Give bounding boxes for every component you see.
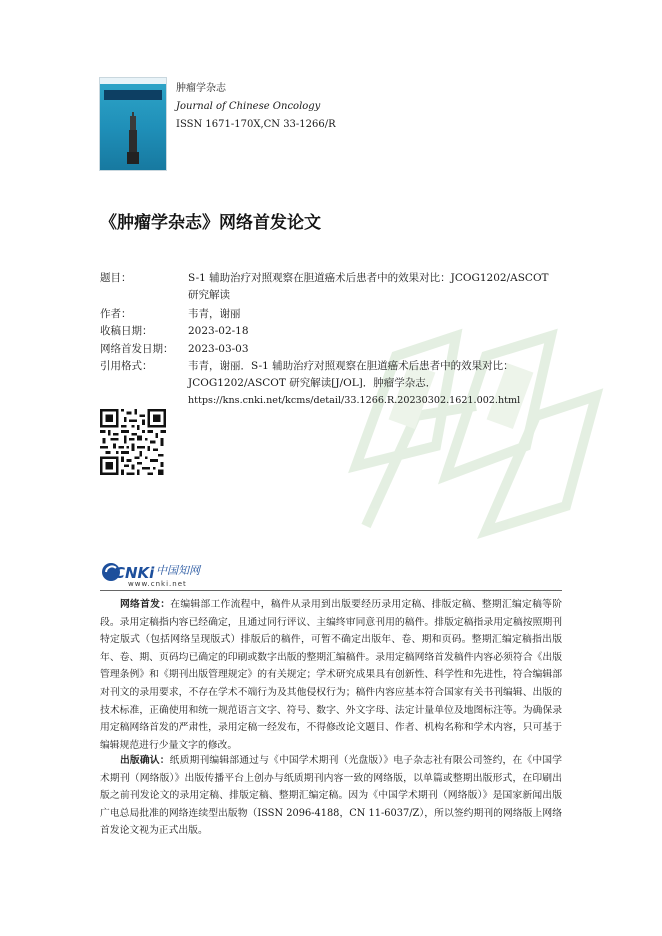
para2-text: 纸质期刊编辑部通过与《中国学术期刊（光盘版）》电子杂志社有限公司签约，在《中国学术期刊（网络版）》出版传播平台上创办与纸质期刊内容一致的网络版，以单篇或整期出版形式，在印刷出版之前刊发论文的录用定稿、排版定稿、整期汇编定稿。因为《中国学术期刊（网络版）》是国家新闻出版广电总局批准的网络连续型出版物（ISSN 2096-4188，CN 11-6037/Z），所以签约期刊的网络版上网络首发论文视为正式出版。 bbox=[100, 755, 562, 837]
title-line-2: 研究解读 bbox=[188, 289, 230, 301]
journal-cover-image bbox=[100, 78, 166, 170]
cite-value bbox=[188, 358, 558, 409]
received-label: 收稿日期： bbox=[100, 325, 153, 337]
author-label: 作者： bbox=[100, 308, 132, 320]
journal-issn: ISSN 1671-170X,CN 33-1266/R bbox=[176, 119, 336, 130]
divider bbox=[100, 590, 562, 591]
author-value: 韦青，谢丽 bbox=[188, 308, 241, 320]
cite-label: 引用格式： bbox=[100, 360, 153, 372]
cnki-brand-cn: 中国知网 bbox=[156, 564, 200, 577]
paragraph-online-first bbox=[100, 596, 562, 754]
para2-lead: 出版确认： bbox=[120, 755, 170, 766]
title-value bbox=[188, 270, 558, 304]
journal-name-cn: 肿瘤学杂志 bbox=[176, 83, 226, 94]
cite-line-2: JCOG1202/ASCOT 研究解读[J/OL]．肿瘤学杂志． bbox=[188, 377, 437, 389]
title-line-1: S-1 辅助治疗对照观察在胆道癌术后患者中的效果对比：JCOG1202/ASCOT bbox=[188, 272, 549, 284]
journal-name-en: Journal of Chinese Oncology bbox=[176, 101, 321, 112]
cnki-logo bbox=[100, 560, 220, 588]
qr-code[interactable] bbox=[100, 409, 166, 475]
title-label: 题目： bbox=[100, 272, 132, 284]
page-title: 《肿瘤学杂志》网络首发论文 bbox=[100, 213, 321, 233]
cite-url[interactable]: https://kns.cnki.net/kcms/detail/33.1266.R.20230302.1621.002.html bbox=[188, 395, 521, 406]
cnki-logo-mark bbox=[100, 560, 220, 588]
received-value: 2023-02-18 bbox=[188, 325, 249, 337]
cnki-brand-text: CNKi bbox=[114, 564, 155, 582]
online-label: 网络首发日期： bbox=[100, 343, 174, 355]
para1-lead: 网络首发： bbox=[120, 599, 171, 610]
para1-text: 在编辑部工作流程中，稿件从录用到出版要经历录用定稿、排版定稿、整期汇编定稿等阶段。录用定稿指内容已经确定，且通过同行评议、主编终审同意刊用的稿件。排版定稿指录用定稿按照期刊特定版式（包括网络呈现版式）排版后的稿件，可暂不确定出版年、卷、期和页码。整期汇编定稿指出版年、卷、期、页码均已确定的印刷或数字出版的整期汇编稿件。录用定稿网络首发稿件内容必须符合《出版管理条例》和《期刊出版管理规定》的有关规定；学术研究成果具有创新性、科学性和先进性，符合编辑部对刊文的录用要求，不存在学术不端行为及其他侵权行为；稿件内容应基本符合国家有关书刊编辑、出版的技术标准，正确使用和统一规范语言文字、符号、数字、外文字母、法定计量单位及地图标注等。为确保录用定稿网络首发的严肃性，录用定稿一经发布，不得修改论文题目、作者、机构名称和学术内容，只可基于编辑规范进行少量文字的修改。 bbox=[100, 599, 563, 751]
paragraph-publication-confirmation bbox=[100, 752, 562, 840]
cnki-url: www.cnki.net bbox=[128, 580, 187, 588]
online-value: 2023-03-03 bbox=[188, 343, 249, 355]
cite-line-1: 韦青，谢丽．S-1 辅助治疗对照观察在胆道癌术后患者中的效果对比： bbox=[188, 360, 514, 372]
statue-icon bbox=[127, 112, 139, 164]
